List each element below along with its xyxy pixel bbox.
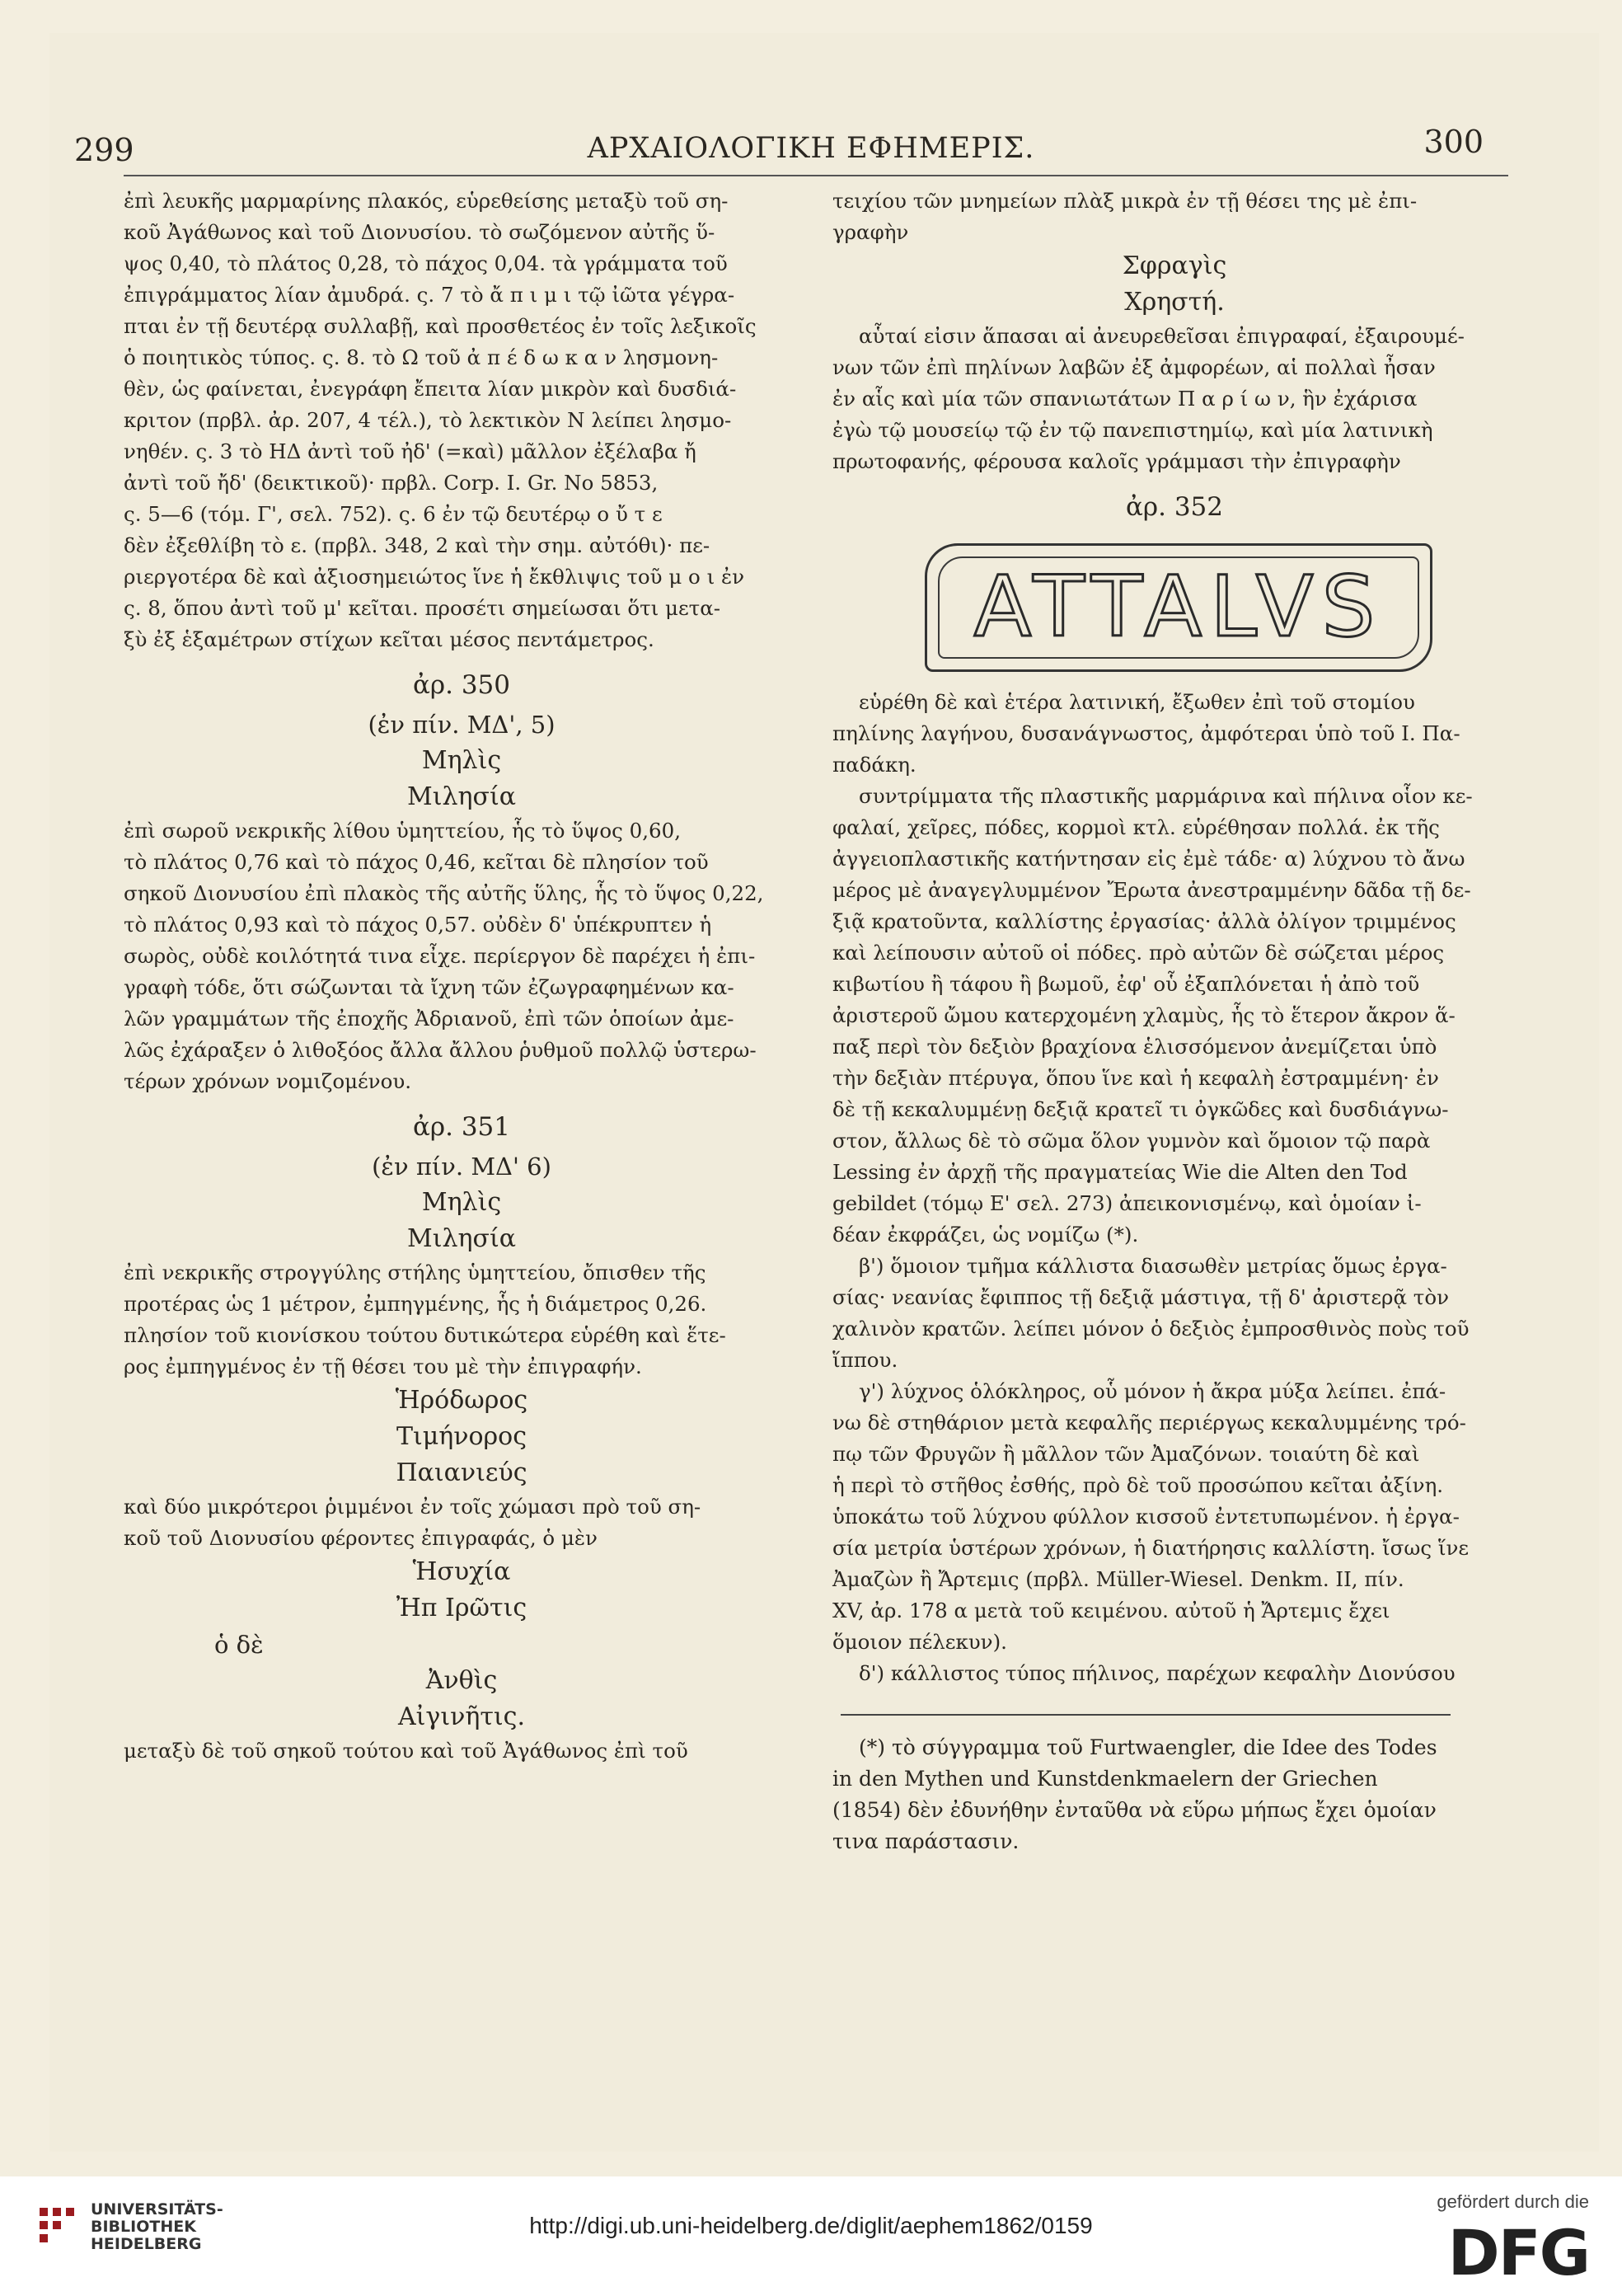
right-column [832,185,1517,1857]
paragraph-inscriptions [832,321,1517,477]
text-line: τὸ πλάτος 0,76 καὶ τὸ πάχος 0,46, κεῖται δὲ πλησίον τοῦ [124,850,709,874]
text-line: ἀντὶ τοῦ ἤδ' (δεικτικοῦ)· πρβλ. Corp. I. Gr. No 5853, [124,471,659,495]
text-line: κριτον (πρβλ. ἀρ. 207, 4 τέλ.), τὸ λεκτικὸν Ν λείπει λησμο- [124,408,732,432]
text-line: ς. 5—6 (τόμ. Γ', σελ. 752). ς. 6 ἐν τῷ δευτέρῳ ο ὔ τ ε [124,502,663,526]
text-line: παδάκη. [832,753,916,777]
text-line: Lessing ἐν ἀρχῇ τῆς πραγματείας Wie die Alten den Tod [832,1160,1408,1184]
paragraph-350 [124,815,799,1097]
text-line: (1854) δὲν ἐδυνήθην ἐνταῦθα νὰ εὕρω μήπως ἔχει ὁμοίαν [832,1798,1437,1822]
text-line: πηλίνης λαγήνου, δυσανάγνωστος, ἀμφότεραι ὑπὸ τοῦ Ι. Πα- [832,721,1460,745]
inscription-name-6: Τιμήνορος [396,1422,527,1451]
text-line: πρωτοφανής, φέρουσα καλοῖς γράμμασι τὴν ἐπιγραφὴν [832,449,1401,473]
text-line: τινα παράστασιν. [832,1829,1020,1853]
digitization-footer [0,2176,1622,2296]
dfg-logo: DFG [1447,2216,1589,2289]
text-line: στον, ἄλλως δὲ τὸ σῶμα ὅλον γυμνὸν καὶ ὅμοιον τῷ παρὰ [832,1129,1431,1153]
text-line: χαλινὸν κρατῶν. λείπει μόνον ὁ δεξιὸς ἐμπροσθινὸς ποὺς τοῦ [832,1317,1470,1341]
text-line: ἐπιγράμματος λίαν ἀμυδρά. ς. 7 τὸ ἄ π ι μ ι τῷ ἰῶτα γέγρα- [124,283,735,307]
text-line: δὲ τῇ κεκαλυμμένῃ δεξιᾷ κρατεῖ τι ὀγκῶδες καὶ δυσδιάγνω- [832,1097,1449,1121]
inscription-name-3: Μηλὶς [421,1188,502,1217]
inscription-name-1: Μηλὶς [421,746,502,775]
library-line-2: BIBLIOTHEK [91,2218,196,2236]
text-line: καὶ δύο μικρότεροι ῥιμμένοι ἐν τοῖς χώμασι πρὸ τοῦ ση- [124,1495,701,1519]
text-line: θὲν, ὡς φαίνεται, ἐνεγράφη ἔπειτα λίαν μικρὸν καὶ δυσδιά- [124,377,737,401]
entry-number-350: ἀρ. 350 [412,670,511,700]
page-number-left: 299 [74,132,134,168]
text-line: κιβωτίου ἢ τάφου ἢ βωμοῦ, ἐφ' οὗ ἐξαπλόνεται ἡ ἀπὸ τοῦ [832,972,1420,996]
text-line: in den Mythen und Kunstdenkmaelern der Griechen [832,1767,1378,1791]
text-line: τειχίου τῶν μνημείων πλὰξ μικρὰ ἐν τῇ θέσει της μὲ ἐπι- [832,189,1418,213]
text-line: πλησίον τοῦ κιονίσκου τούτου δυτικώτερα εὑρέθη καὶ ἕτε- [124,1323,726,1347]
running-title: ΑΡΧΑΙΟΛΟΓΙΚΗ ΕΦΗΜΕΡΙΣ. [587,132,1035,165]
text-line: λῶν γραμμάτων τῆς ἐποχῆς Ἀδριανοῦ, ἐπὶ τῶν ὁποίων ἀμε- [124,1007,734,1031]
text-line: νω δὲ στηθάριον μετὰ κεφαλῆς περιέργως κεκαλυμμένης τρό- [832,1411,1466,1434]
page-number-right: 300 [1423,124,1484,160]
text-line: ἐπὶ λευκῆς μαρμαρίνης πλακός, εὑρεθείσης μεταξὺ τοῦ ση- [124,189,729,213]
text-line: προτέρας ὡς 1 μέτρον, ἐμπηγμένης, ἧς ἡ διάμετρος 0,26. [124,1292,707,1316]
text-line: ὁ ποιητικὸς τύπος. ς. 8. τὸ Ω τοῦ ἀ π έ δ ω κ α ν λησμονη- [124,345,719,369]
text-line: εὑρέθη δὲ καὶ ἑτέρα λατινική, ἔξωθεν ἐπὶ τοῦ στομίου [859,690,1415,714]
text-line: λῶς ἐχάραξεν ὁ λιθοξόος ἄλλα ἄλλου ῥυθμοῦ πολλῷ ὑστερω- [124,1038,757,1062]
entry-number-351: ἀρ. 351 [412,1112,511,1142]
text-line: ς. 8, ὅπου ἀντὶ τοῦ μ' κεῖται. προσέτι σημείωσαι ὅτι μετα- [124,596,721,620]
text-line: σίας· νεανίας ἔφιππος τῇ δεξιᾷ μάστιγα, τῇ δ' ἀριστερᾷ τὸν [832,1285,1449,1309]
left-column [124,185,799,1767]
intro-paragraph [124,185,799,655]
text-line: β') ὅμοιον τμῆμα κάλλιστα διασωθὲν μετρίας ὅμως ἐργα- [859,1254,1447,1278]
inscription-name-2: Μιλησία [407,782,516,811]
sponsor-caption: gefördert durch die [1437,2191,1589,2212]
paragraph-351a [124,1257,799,1320]
plate-ref-350: (ἐν πίν. ΜΔ', 5) [368,711,556,739]
inscription-name-10: Ἀνθὶς [425,1666,498,1695]
paragraph-fragments [832,781,1517,1251]
source-url-link[interactable]: http://digi.ub.uni-heidelberg.de/diglit/aephem1862/0159 [529,2213,1093,2238]
text-line: πται ἐν τῇ δευτέρᾳ συλλαβῇ, καὶ προσθετέος ἐν τοῖς λεξικοῖς [124,314,757,338]
text-line: συντρίμματα τῆς πλαστικῆς μαρμάρινα καὶ πήλινα οἷον κε- [859,784,1473,808]
text-line: αὗταί εἰσιν ἅπασαι αἱ ἀνευρεθεῖσαι ἐπιγραφαί, ἐξαιρουμέ- [859,324,1465,348]
text-line: gebildet (τόμῳ Ε' σελ. 273) ἀπεικονισμένῳ, καὶ ὁμοίαν ἰ- [832,1191,1422,1215]
text-line: XV, ἀρ. 178 α μετὰ τοῦ κειμένου. αὐτοῦ ἡ Ἄρτεμις ἔχει [832,1599,1390,1622]
paragraph-351c [124,1491,799,1554]
text-line: καὶ λείπουσιν αὐτοῦ οἱ πόδες. πρὸ αὐτῶν δὲ σώζεται μέρος [832,941,1445,965]
text-line: νηθέν. ς. 3 τὸ ΗΔ ἀντὶ τοῦ ἠδ' (=καὶ) μᾶλλον ἐξέλαβα ἤ [124,439,696,463]
library-line-1: UNIVERSITÄTS- [91,2200,223,2219]
text-line: σία μετρία ὑστέρων χρόνων, ἡ διατήρησις καλλίστη. ἴσως ἵνε [832,1536,1470,1560]
text-line: ριεργοτέρα δὲ καὶ ἀξιοσημειώτος ἵνε ἡ ἔκθλιψις τοῦ μ ο ι ἐν [124,565,745,589]
text-line: ἐγὼ τῷ μουσείῳ τῷ ἐν τῷ πανεπιστημίῳ, καὶ μία λατινικὴ [832,418,1433,442]
inscription-name-8: Ἡσυχία [412,1557,511,1586]
stamp-inner-frame [938,556,1419,659]
text-line: ἐπὶ σωροῦ νεκρικῆς λίθου ὑμηττείου, ἧς τὸ ὕψος 0,60, [124,819,682,843]
paragraph-d: δ') κάλλιστος τύπος πήλινος, παρέχων κεφαλὴν Διονύσου [859,1661,1456,1685]
text-line: ἡ περὶ τὸ στῆθος ἐσθής, πρὸ δὲ τοῦ προσώπου κεῖται ἀξίνη. [832,1473,1444,1497]
text-line: κοῦ Ἀγάθωνος καὶ τοῦ Διονυσίου. τὸ σωζόμενον αὐτῆς ὕ- [124,220,715,244]
text-line: (*) τὸ σύγγραμμα τοῦ Furtwaengler, die Idee des Todes [859,1735,1437,1759]
right-top-paragraph [832,185,1517,248]
o-de-label: ὁ δὲ [214,1631,264,1659]
text-line: ξιᾷ κρατοῦντα, καλλίστης ἐργασίας· ἀλλὰ ὀλίγον τριμμένος [832,909,1456,933]
text-line: πῳ τῶν Φρυγῶν ἢ μᾶλλον τῶν Ἀμαζόνων. τοιαύτη δὲ καὶ [832,1442,1420,1466]
text-line: ἐν αἷς καὶ μία τῶν σπανιωτάτων Π α ρ ί ω ν, ἣν ἐχάρισα [832,387,1418,411]
text-line: κοῦ τοῦ Διονυσίου φέροντες ἐπιγραφάς, ὁ μὲν [124,1526,598,1550]
text-line: φαλαί, χεῖρες, πόδες, κορμοὶ κτλ. εὑρέθησαν πολλά. ἐκ τῆς [832,815,1440,839]
entry-number-352: ἀρ. 352 [1125,492,1224,522]
text-line: τέρων χρόνων νομιζομένου. [124,1069,412,1093]
last-line: μεταξὺ δὲ τοῦ σηκοῦ τούτου καὶ τοῦ Ἀγάθωνος ἐπὶ τοῦ [124,1739,688,1763]
text-line: τὴν δεξιὰν πτέρυγα, ὅπου ἵνε καὶ ἡ κεφαλὴ ἐστραμμένη· ἐν [832,1066,1439,1090]
text-line: παξ περὶ τὸν δεξιὸν βραχίονα ἑλισσόμενον ἀνεμίζεται ὑπὸ [832,1035,1437,1059]
footnote [832,1732,1517,1857]
paragraph-c [832,1376,1517,1658]
inscription-name-13: Χρηστή. [1124,288,1225,317]
text-line: ρος ἐμπηγμένος ἐν τῇ θέσει του μὲ τὴν ἐπιγραφήν. [124,1355,642,1378]
paragraph-351b [124,1320,799,1383]
inscription-name-9: Ἠπ Ιρῶτις [396,1594,527,1622]
stamp-lettering: ATTALVS [973,558,1384,656]
text-line: σωρὸς, οὐδὲ κοιλότητά τινα εἶχε. περίεργον δὲ παρέχει ἡ ἐπι- [124,944,756,968]
text-line: ἐπὶ νεκρικῆς στρογγύλης στήλης ὑμηττείου, ὄπισθεν τῆς [124,1261,706,1284]
text-line: ὅμοιον πέλεκυν). [832,1630,1007,1654]
plate-ref-351: (ἐν πίν. ΜΔ' 6) [372,1153,551,1181]
text-line: νων τῶν ἐπὶ πηλίνων λαβῶν ἐξ ἀμφορέων, αἱ πολλαὶ ἦσαν [832,355,1436,379]
text-line: σηκοῦ Διονυσίου ἐπὶ πλακὸς τῆς αὐτῆς ὕλης, ἧς τὸ ὕψος 0,22, [124,881,764,905]
paragraph-latin [832,687,1517,781]
text-line: ὑποκάτω τοῦ λύχνου φύλλον κισσοῦ ἐντετυπωμένον. ἡ ἐργα- [832,1505,1460,1528]
text-line: ψος 0,40, τὸ πλάτος 0,28, τὸ πάχος 0,04. τὰ γράμματα τοῦ [124,251,728,275]
header-rule [124,175,1508,176]
footnote-rule [841,1714,1451,1716]
text-line: δέαν ἐκφράζει, ὡς νομίζω (*). [832,1223,1139,1247]
inscription-name-7: Παιανιεύς [396,1458,527,1487]
text-line: ἵππου. [832,1348,898,1372]
text-line: γραφὴν [832,220,909,244]
text-line: γ') λύχνος ὁλόκληρος, οὗ μόνον ἡ ἄκρα μύξα λείπει. ἐπά- [859,1379,1446,1403]
text-line: τὸ πλάτος 0,93 καὶ τὸ πάχος 0,57. οὐδὲν δ' ὑπέκρυπτεν ἡ [124,913,712,937]
paragraph-b [832,1251,1517,1376]
inscription-name-4: Μιλησία [407,1224,516,1253]
text-line: ἀγγειοπλαστικῆς κατήντησαν εἰς ἐμὲ τάδε· α) λύχνου τὸ ἄνω [832,847,1465,871]
library-line-3: HEIDELBERG [91,2235,202,2253]
text-line: ξὺ ἐξ ἑξαμέτρων στίχων κεῖται μέσος πεντάμετρος. [124,627,654,651]
inscription-name-12: Σφραγὶς [1122,251,1227,280]
attalus-stamp-drawing [925,543,1432,672]
text-line: μέρος μὲ ἀναγεγλυμμένον Ἔρωτα ἀνεστραμμένην δᾶδα τῇ δε- [832,878,1471,902]
inscription-name-11: Αἰγινῆτις. [397,1702,526,1731]
text-line: γραφὴ τόδε, ὅτι σώζωνται τὰ ἴχνη τῶν ἐζωγραφημένων κα- [124,975,734,999]
text-line: δὲν ἐξεθλίβη τὸ ε. (πρβλ. 348, 2 καὶ τὴν σημ. αὐτόθι)· πε- [124,533,710,557]
text-line: Ἀμαζὼν ἢ Ἄρτεμις (πρβλ. Müller-Wiesel. Denkm. II, πίν. [832,1567,1404,1591]
text-line: ἀριστεροῦ ὤμου κατερχομένη χλαμὺς, ἧς τὸ ἕτερον ἄκρον ἅ- [832,1003,1456,1027]
inscription-name-5: Ἡρόδωρος [395,1386,528,1415]
